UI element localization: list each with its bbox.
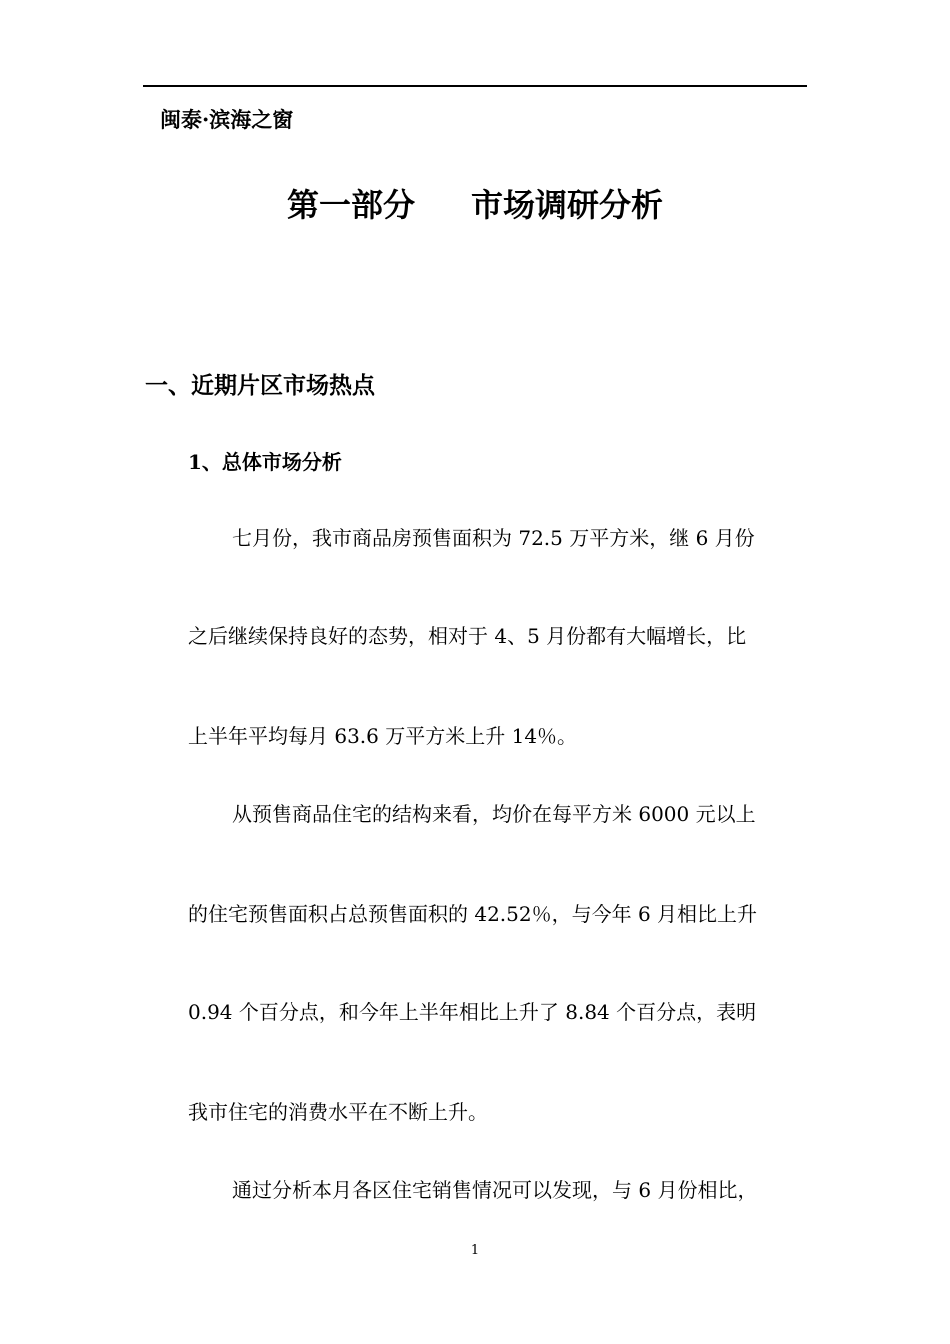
paragraph-line: 七月份，我市商品房预售面积为 72.5 万平方米，继 6 月份 [232,526,755,550]
paragraph-line: 的住宅预售面积占总预售面积的 42.52％，与今年 6 月相比上升 [188,902,758,926]
header-rule [143,85,807,87]
header-label: 闽泰·滨海之窗 [160,107,294,132]
part-title [0,180,950,226]
paragraph-line: 上半年平均每月 63.6 万平方米上升 14％。 [188,724,578,748]
paragraph-line: 从预售商品住宅的结构来看，均价在每平方米 6000 元以上 [232,802,756,826]
subsection-heading: 1、总体市场分析 [188,450,342,474]
page-number: 1 [470,1243,480,1258]
paragraph-line: 之后继续保持良好的态势，相对于 4、5 月份都有大幅增长，比 [188,624,747,648]
paragraph-line: 0.94 个百分点，和今年上半年相比上升了 8.84 个百分点，表明 [188,1000,757,1024]
part-number: 第一部分 [286,186,415,224]
section-heading: 一、近期片区市场热点 [145,372,375,399]
paragraph-line: 通过分析本月各区住宅销售情况可以发现，与 6 月份相比， [232,1178,758,1202]
paragraph-line: 我市住宅的消费水平在不断上升。 [188,1100,488,1124]
part-name: 市场调研分析 [471,186,664,224]
